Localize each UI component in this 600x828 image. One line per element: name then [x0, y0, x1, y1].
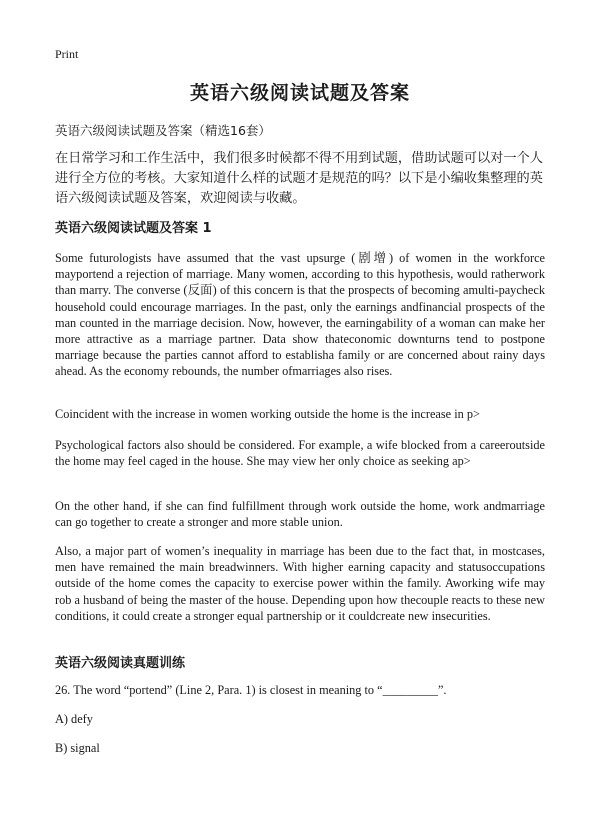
- section-heading-reading-1: 英语六级阅读试题及答案 1: [55, 221, 212, 236]
- passage-paragraph-2: Coincident with the increase in women working outside the home is the increase in p>: [55, 407, 480, 421]
- document-subtitle: 英语六级阅读试题及答案（精选16套）: [55, 123, 271, 138]
- intro-paragraph: 在日常学习和工作生活中，我们很多时候都不得不用到试题，借助试题可以对一个人进行全方位的考核。大家知道什么样的试题才是规范的吗？以下是小编收集整理的英语六级阅读试题及答案，欢迎阅读与收藏。: [55, 151, 543, 206]
- section-heading-practice: 英语六级阅读真题训练: [55, 656, 186, 671]
- answer-option-a: A) defy: [55, 712, 93, 726]
- passage-paragraph-5: Also, a major part of women’s inequality in marriage has been due to the fact that, in mostcases, men have remained the main breadwinners. With higher earning capacity and statusoccupations outside of the home comes the capacity to exercise power within the family. Aworking wife may rob a husband of being the master of the house. Depending upon how thecouple reacts to these new conditions, it could create a stronger equal partnership or it couldcreate new insecurities.: [55, 544, 545, 623]
- document-title: 英语六级阅读试题及答案: [189, 82, 410, 104]
- print-label: Print: [55, 47, 79, 61]
- passage-paragraph-1: Some futurologists have assumed that the vast upsurge (剧增) of women in the workforce mayportend a rejection of marriage. Many women, according to this hypothesis, would ratherwork than marry. The converse (反面) of this concern is that the prospects of becoming amulti-paycheck household could encourage marriages. In the past, only the earnings andfinancial prospects of the man counted in the marriage decision. Now, however, the earningability of a woman can make her more attractive as a marriage partner. Data show thateconomic downturns tend to postpone marriage because the parties cannot afford to establisha family or are concerned about rainy days ahead. As the economy rebounds, the number ofmarriages also rises.: [55, 251, 545, 379]
- answer-option-b: B) signal: [55, 741, 100, 755]
- passage-paragraph-4: On the other hand, if she can find fulfillment through work outside the home, work andmarriage can go together to create a stronger and more stable union.: [55, 499, 545, 530]
- question-26: 26. The word “portend” (Line 2, Para. 1) is closest in meaning to “_________”.: [55, 683, 447, 697]
- passage-paragraph-3: Psychological factors also should be considered. For example, a wife blocked from a careeroutside the home may feel caged in the house. She may view her only choice as seeking ap>: [55, 438, 545, 469]
